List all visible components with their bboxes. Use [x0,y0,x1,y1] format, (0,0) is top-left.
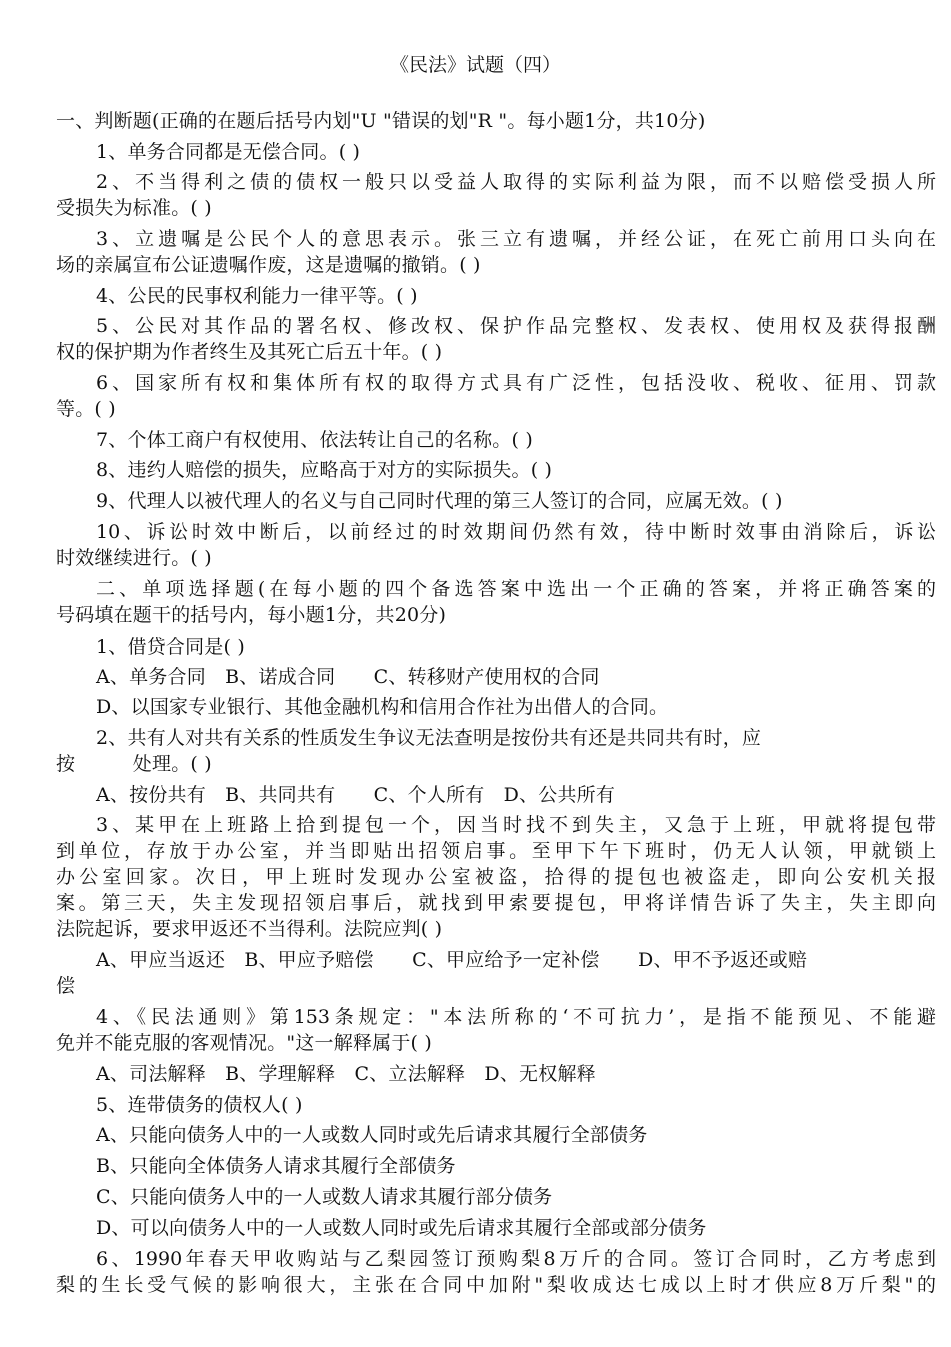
s1-question-6-line1: 6、国家所有权和集体所有权的取得方式具有广泛性，包括没收、税收、征用、罚款 [96,372,936,394]
s2-question-5-option-a: A、只能向债务人中的一人或数人同时或先后请求其履行全部债务 [96,1124,648,1146]
s2-question-5-option-b: B、只能向全体债务人请求其履行全部债务 [96,1155,456,1177]
s2-question-3-line2: 到单位，存放于办公室，并当即贴出招领启事。至甲下午下班时，仍无人认领，甲就锁上 [56,840,936,862]
s1-question-4: 4、公民的民事权利能力一律平等。( ) [96,285,418,307]
s2-question-3-line4: 案。第三天，失主发现招领启事后，就找到甲索要提包，甲将详情告诉了失主，失主即向 [56,892,936,914]
s1-question-5-line1: 5、公民对其作品的署名权、修改权、保护作品完整权、发表权、使用权及获得报酬 [96,315,936,337]
s1-question-10-line2: 时效继续进行。( ) [56,547,212,569]
s1-question-2-line2: 受损失为标准。( ) [56,197,212,219]
s2-question-1-options-line2: D、以国家专业银行、其他金融机构和信用合作社为出借人的合同。 [96,696,669,718]
section1-header: 一、判断题(正确的在题后括号内划"U "错误的划"R "。每小题1分，共10分) [56,110,706,132]
s2-question-5: 5、连带债务的债权人( ) [96,1094,303,1116]
s2-question-2-options: A、按份共有 B、共同共有 C、个人所有 D、公共所有 [96,784,616,806]
s2-question-5-option-d: D、可以向债务人中的一人或数人同时或先后请求其履行全部或部分债务 [96,1217,707,1239]
s1-question-2-line1: 2、不当得利之债的债权一般只以受益人取得的实际利益为限，而不以赔偿受损人所 [96,171,936,193]
s2-question-6-line1: 6、1990年春天甲收购站与乙梨园签订预购梨8万斤的合同。签订合同时，乙方考虑到 [96,1248,936,1270]
s2-question-6-line2: 梨的生长受气候的影响很大，主张在合同中加附"梨收成达七成以上时才供应8万斤梨"的 [56,1274,936,1296]
page-title: 《民法》试题（四） [389,54,561,76]
s2-question-2-line1: 2、共有人对共有关系的性质发生争议无法查明是按份共有还是共同共有时，应 [96,727,762,749]
s2-question-3-line1: 3、某甲在上班路上拾到提包一个，因当时找不到失主，又急于上班，甲就将提包带 [96,814,936,836]
s1-question-3-line2: 场的亲属宣布公证遗嘱作废，这是遗嘱的撤销。( ) [56,254,481,276]
s2-question-4-options: A、司法解释 B、学理解释 C、立法解释 D、无权解释 [96,1063,596,1085]
s1-question-8: 8、违约人赔偿的损失，应略高于对方的实际损失。( ) [96,459,553,481]
s2-question-1: 1、借贷合同是( ) [96,636,245,658]
s2-question-4-line1: 4、《民法通则》第153条规定："本法所称的‘不可抗力’，是指不能预见、不能避 [96,1006,936,1028]
s1-question-10-line1: 10、诉讼时效中断后，以前经过的时效期间仍然有效，待中断时效事由消除后，诉讼 [96,521,936,543]
s2-question-3-options-line1: A、甲应当返还 B、甲应予赔偿 C、甲应给予一定补偿 D、甲不予返还或赔 [96,949,808,971]
section2-header-line1: 二、单项选择题(在每小题的四个备选答案中选出一个正确的答案，并将正确答案的 [96,578,936,600]
s2-question-3-options-line2: 偿 [56,975,76,997]
s2-question-5-option-c: C、只能向债务人中的一人或数人请求其履行部分债务 [96,1186,553,1208]
s1-question-5-line2: 权的保护期为作者终生及其死亡后五十年。( ) [56,341,443,363]
s1-question-3-line1: 3、立遗嘱是公民个人的意思表示。张三立有遗嘱，并经公证，在死亡前用口头向在 [96,228,936,250]
s2-question-3-line5: 法院起诉，要求甲返还不当得利。法院应判( ) [56,918,443,940]
s2-question-1-options-line1: A、单务合同 B、诺成合同 C、转移财产使用权的合同 [96,666,600,688]
s2-question-2-line2: 按 处理。( ) [56,753,212,775]
s1-question-7: 7、个体工商户有权使用、依法转让自己的名称。( ) [96,429,533,451]
section2-header-line2: 号码填在题干的括号内，每小题1分，共20分) [56,604,447,626]
s2-question-4-line2: 免并不能克服的客观情况。"这一解释属于( ) [56,1032,433,1054]
s1-question-6-line2: 等。( ) [56,398,116,420]
s1-question-9: 9、代理人以被代理人的名义与自己同时代理的第三人签订的合同，应属无效。( ) [96,490,783,512]
s2-question-3-line3: 办公室回家。次日，甲上班时发现办公室被盗，拾得的提包也被盗走，即向公安机关报 [56,866,936,888]
s1-question-1: 1、单务合同都是无偿合同。( ) [96,141,361,163]
